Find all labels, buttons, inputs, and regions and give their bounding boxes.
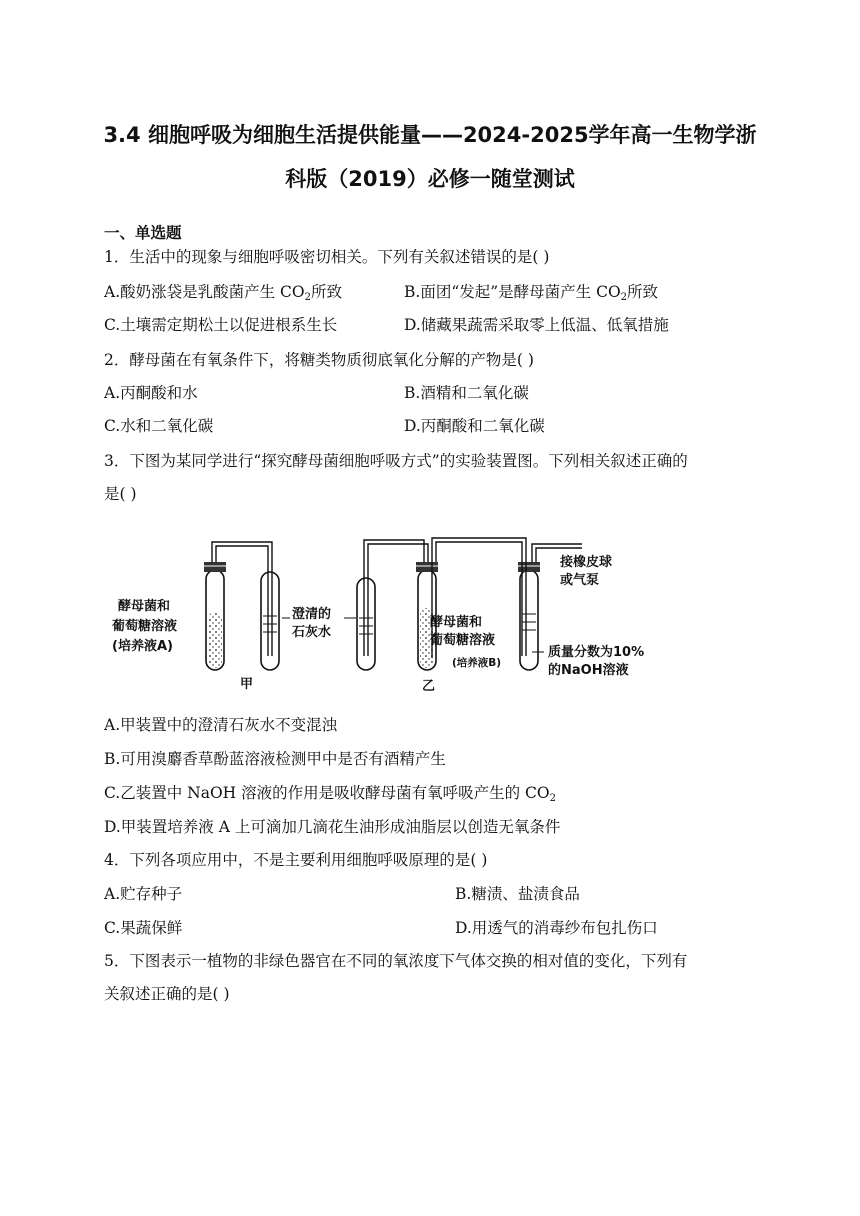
- q2-option-d: D.丙酮酸和二氧化碳: [404, 417, 545, 435]
- document-title-line1: 3.4 细胞呼吸为细胞生活提供能量——2024-2025学年高一生物学浙: [103, 123, 757, 147]
- label-pump-line1: 接橡皮球: [560, 555, 613, 570]
- label-pump-line2: 或气泵: [560, 573, 600, 588]
- q3-option-c: C.乙装置中 NaOH 溶液的作用是吸收酵母菌有氧呼吸产生的 $CO_2$: [104, 784, 556, 804]
- q4-option-b: B.糖渍、盐渍食品: [455, 885, 580, 903]
- label-yeast-b-line1: 酵母菌和: [430, 615, 483, 630]
- q3-option-a: A.甲装置中的澄清石灰水不变混浊: [104, 716, 338, 734]
- yeast-respiration-apparatus-diagram: [112, 528, 672, 698]
- q4-stem: 4．下列各项应用中，不是主要利用细胞呼吸原理的是( ): [104, 851, 488, 869]
- q5-stem-line1: 5．下图表示一植物的非绿色器官在不同的氧浓度下气体交换的相对值的变化，下列有: [104, 952, 688, 970]
- section-heading: 一、单选题: [104, 224, 182, 242]
- q2-option-c: C.水和二氧化碳: [104, 417, 214, 435]
- q3-stem-line2: 是( ): [104, 485, 137, 503]
- q4-option-d: D.用透气的消毒纱布包扎伤口: [455, 919, 658, 937]
- q2-option-a: A.丙酮酸和水: [104, 384, 198, 402]
- q1-option-c: C.土壤需定期松土以促进根系生长: [104, 316, 338, 334]
- q3-stem-line1: 3．下图为某同学进行“探究酵母菌细胞呼吸方式”的实验装置图。下列相关叙述正确的: [104, 452, 688, 470]
- label-lime-water-line2: 石灰水: [292, 625, 332, 640]
- label-lime-water-line1: 澄清的: [292, 607, 332, 622]
- q3-option-b: B.可用溴麝香草酚蓝溶液检测甲中是否有酒精产生: [104, 750, 446, 768]
- label-yeast-a-line2: 葡萄糖溶液: [112, 619, 178, 634]
- q2-stem: 2．酵母菌在有氧条件下，将糖类物质彻底氧化分解的产物是( ): [104, 351, 534, 369]
- label-yeast-a-line3: (培养液A): [112, 639, 173, 654]
- q1-option-d: D.储藏果蔬需采取零上低温、低氧措施: [404, 316, 669, 334]
- q4-option-c: C.果蔬保鲜: [104, 919, 183, 937]
- q5-stem-line2: 关叙述正确的是( ): [104, 985, 230, 1003]
- q4-option-a: A.贮存种子: [104, 885, 183, 903]
- q1-option-a: A.酸奶涨袋是乳酸菌产生 $CO_2$所致: [104, 283, 343, 303]
- label-yeast-b-line3: (培养液B): [452, 657, 502, 669]
- q2-option-b: B.酒精和二氧化碳: [404, 384, 529, 402]
- label-yeast-a-line1: 酵母菌和: [118, 599, 171, 614]
- label-naoh-line1: 质量分数为10%: [548, 645, 645, 660]
- tube-lime-water-yi: [357, 578, 375, 670]
- q1-stem: 1．生活中的现象与细胞呼吸密切相关。下列有关叙述错误的是( ): [104, 248, 550, 266]
- tube-a-yeast: [204, 562, 226, 670]
- label-setup-jia: 甲: [240, 677, 254, 692]
- label-setup-yi: 乙: [422, 679, 436, 694]
- q3-option-d: D.甲装置培养液 A 上可滴加几滴花生油形成油脂层以创造无氧条件: [104, 818, 561, 836]
- q1-option-b: B.面团“发起”是酵母菌产生 $CO_2$所致: [404, 283, 659, 303]
- document-title-line2: 科版（2019）必修一随堂测试: [285, 167, 575, 191]
- label-yeast-b-line2: 葡萄糖溶液: [430, 633, 496, 648]
- tube-lime-water-jia: [261, 572, 279, 670]
- label-naoh-line2: 的NaOH溶液: [548, 663, 629, 678]
